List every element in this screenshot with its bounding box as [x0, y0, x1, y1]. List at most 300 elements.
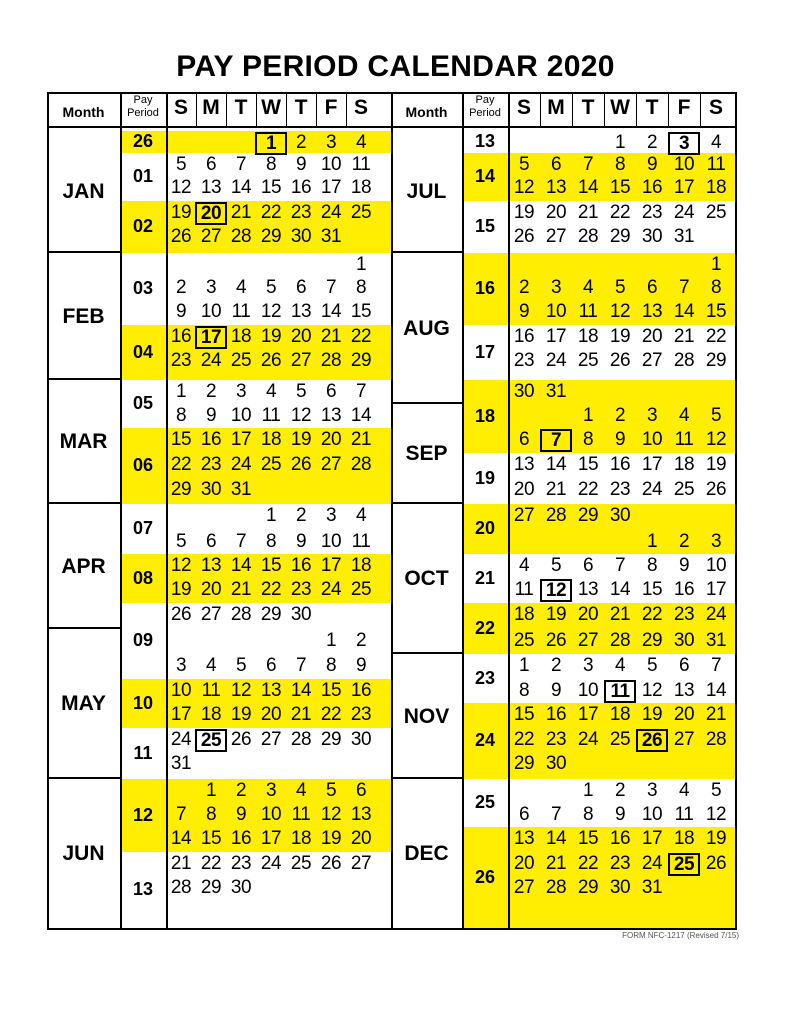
month-label: JAN [62, 180, 105, 203]
day-number: 26 [545, 630, 567, 651]
day-number: 26 [290, 454, 312, 475]
day-number: 12 [641, 680, 663, 701]
day-number: 13 [513, 454, 535, 475]
day-number: 13 [641, 301, 663, 322]
day-number: 16 [641, 177, 663, 198]
header-day: F [324, 96, 338, 119]
day-header-line [540, 92, 541, 126]
day-number: 13 [513, 828, 535, 849]
day-number: 27 [641, 350, 663, 371]
header-month: Month [62, 104, 105, 120]
day-number: 15 [705, 301, 727, 322]
day-number: 22 [513, 729, 535, 750]
day-number: 29 [260, 226, 282, 247]
header-pay: Pay [133, 94, 153, 106]
day-number: 24 [170, 729, 192, 750]
day-number: 12 [609, 301, 631, 322]
form-number: FORM NFC-1217 (Revised 7/15) [622, 931, 739, 940]
day-number: 12 [320, 804, 342, 825]
day-number: 31 [545, 381, 567, 402]
day-number: 28 [320, 350, 342, 371]
day-header-line [604, 92, 605, 126]
month-divider [47, 502, 120, 504]
pay-period-number: 20 [474, 518, 496, 538]
day-number: 15 [577, 828, 599, 849]
pay-period-number: 26 [132, 131, 154, 151]
day-number: 25 [513, 630, 535, 651]
day-number: 11 [231, 301, 251, 322]
day-number: 22 [577, 479, 599, 500]
day-number: 19 [609, 326, 631, 347]
day-number: 30 [673, 630, 695, 651]
day-number: 11 [201, 680, 221, 701]
month-label: APR [61, 554, 106, 578]
day-number: 2 [295, 132, 307, 153]
day-number: 14 [545, 828, 567, 849]
day-number: 10 [705, 555, 727, 576]
day-number: 15 [260, 555, 282, 576]
day-number: 14 [290, 680, 312, 701]
day-number: 7 [235, 531, 247, 552]
header-period: Period [127, 107, 159, 119]
day-number: 3 [265, 780, 277, 801]
pay-period-number: 08 [132, 567, 154, 588]
day-number: 16 [673, 579, 695, 600]
day-number: 18 [705, 177, 727, 198]
day-number: 12 [290, 405, 312, 426]
day-number: 16 [290, 555, 312, 576]
day-number: 29 [609, 226, 631, 247]
day-number: 9 [175, 301, 187, 322]
day-number: 9 [355, 655, 367, 676]
day-header-line [226, 92, 227, 126]
day-number: 10 [320, 154, 342, 175]
day-number: 4 [678, 780, 690, 801]
day-number: 28 [290, 729, 312, 750]
day-number: 11 [706, 154, 726, 175]
pay-period-number: 14 [474, 166, 496, 186]
day-number: 14 [705, 680, 727, 701]
day-number: 25 [230, 350, 252, 371]
pay-period-number: 23 [474, 667, 496, 688]
pay-period-number: 16 [474, 278, 496, 298]
day-number: 18 [673, 454, 695, 475]
day-number: 19 [230, 704, 252, 725]
day-number: 12 [540, 579, 572, 602]
day-number: 6 [678, 655, 690, 676]
day-number: 18 [200, 704, 222, 725]
day-number: 21 [577, 202, 599, 223]
day-number: 23 [513, 350, 535, 371]
day-number: 27 [260, 729, 282, 750]
day-number: 19 [705, 828, 727, 849]
day-number: 6 [518, 804, 530, 825]
pay-period-number: 09 [132, 630, 154, 650]
day-number: 8 [205, 804, 217, 825]
month-label: MAR [59, 430, 108, 453]
day-number: 12 [170, 555, 192, 576]
day-number: 16 [545, 704, 567, 725]
day-number: 29 [513, 753, 535, 774]
day-number: 7 [325, 277, 337, 298]
pay-period-number: 01 [132, 166, 154, 186]
pay-period-number: 24 [474, 730, 496, 750]
day-number: 2 [205, 381, 217, 402]
pay-period-number: 26 [474, 866, 496, 887]
day-number: 10 [320, 531, 342, 552]
day-number: 15 [170, 429, 192, 450]
day-number: 25 [350, 202, 372, 223]
day-number: 11 [674, 804, 694, 825]
pay-period-number: 18 [474, 405, 496, 426]
header-day: T [581, 96, 595, 119]
day-number: 10 [641, 429, 663, 450]
day-number: 30 [230, 877, 252, 898]
day-number: 12 [705, 804, 727, 825]
day-number: 11 [351, 531, 371, 552]
day-number: 2 [355, 630, 367, 651]
pay-period-number: 06 [132, 455, 154, 475]
day-number: 23 [609, 479, 631, 500]
day-number: 5 [518, 154, 530, 175]
day-number: 1 [614, 132, 626, 153]
day-number: 4 [205, 655, 217, 676]
day-number: 4 [235, 277, 247, 298]
day-number: 8 [265, 154, 277, 175]
day-number: 27 [200, 226, 222, 247]
pay-period-number: 22 [474, 617, 496, 638]
day-number: 10 [673, 154, 695, 175]
day-number: 28 [609, 630, 631, 651]
day-number: 28 [705, 729, 727, 750]
day-number: 26 [609, 350, 631, 371]
header-day: S [516, 96, 531, 119]
day-number: 19 [290, 429, 312, 450]
column-line [462, 92, 464, 928]
day-number: 14 [577, 177, 599, 198]
day-number: 6 [582, 555, 594, 576]
day-number: 30 [290, 226, 312, 247]
day-number: 24 [641, 853, 663, 874]
day-number: 6 [646, 277, 658, 298]
day-number: 10 [230, 405, 252, 426]
day-number: 7 [295, 655, 307, 676]
day-number: 20 [200, 579, 222, 600]
day-number: 22 [350, 326, 372, 347]
header-day: M [547, 96, 565, 119]
header-day: W [610, 96, 630, 119]
day-number: 18 [290, 828, 312, 849]
day-number: 17 [170, 704, 192, 725]
day-number: 27 [350, 853, 372, 874]
frame-right [735, 92, 737, 930]
day-number: 31 [705, 630, 727, 651]
day-number: 29 [705, 350, 727, 371]
day-number: 1 [205, 780, 217, 801]
day-number: 3 [550, 277, 562, 298]
day-number: 23 [641, 202, 663, 223]
day-header-line [346, 92, 347, 126]
day-number: 10 [200, 301, 222, 322]
day-number: 20 [350, 828, 372, 849]
day-number: 16 [350, 680, 372, 701]
day-number: 23 [290, 579, 312, 600]
day-number: 17 [320, 555, 342, 576]
header-pay-period [120, 94, 166, 120]
day-number: 29 [577, 877, 599, 898]
day-number: 9 [518, 301, 530, 322]
day-number: 29 [320, 729, 342, 750]
month-divider [47, 627, 120, 629]
day-number: 4 [678, 405, 690, 426]
day-number: 8 [710, 277, 722, 298]
month-label: NOV [403, 704, 450, 728]
day-number: 24 [545, 350, 567, 371]
day-number: 1 [255, 132, 287, 155]
day-number: 16 [513, 326, 535, 347]
day-number: 25 [195, 729, 227, 752]
month-divider [391, 251, 462, 253]
day-number: 12 [705, 429, 727, 450]
day-number: 21 [545, 853, 567, 874]
day-number: 26 [170, 604, 192, 625]
day-number: 3 [235, 381, 247, 402]
day-number: 8 [582, 429, 594, 450]
day-number: 10 [577, 680, 599, 701]
day-number: 22 [200, 853, 222, 874]
day-number: 3 [175, 655, 187, 676]
day-number: 7 [540, 429, 572, 452]
day-number: 18 [350, 177, 372, 198]
day-number: 11 [578, 301, 598, 322]
day-number: 17 [230, 429, 252, 450]
day-number: 6 [355, 780, 367, 801]
day-number: 24 [320, 579, 342, 600]
day-number: 30 [513, 381, 535, 402]
day-number: 15 [641, 579, 663, 600]
day-number: 19 [170, 579, 192, 600]
day-number: 8 [614, 154, 626, 175]
day-number: 4 [614, 655, 626, 676]
day-number: 27 [673, 729, 695, 750]
day-number: 25 [668, 853, 700, 876]
day-number: 15 [350, 301, 372, 322]
day-number: 20 [545, 202, 567, 223]
day-number: 24 [705, 604, 727, 625]
pay-period-number: 17 [474, 341, 496, 362]
day-number: 2 [550, 655, 562, 676]
header-day: W [261, 96, 281, 119]
day-number: 17 [577, 704, 599, 725]
day-number: 30 [609, 877, 631, 898]
day-number: 30 [641, 226, 663, 247]
day-number: 12 [513, 177, 535, 198]
page-title: PAY PERIOD CALENDAR 2020 [176, 50, 615, 83]
pay-period-number: 13 [474, 131, 496, 151]
month-divider [391, 777, 462, 779]
pay-period-number: 13 [132, 879, 154, 899]
header-bottom [47, 126, 737, 128]
day-number: 1 [355, 254, 367, 275]
day-number: 15 [260, 177, 282, 198]
day-number: 1 [646, 531, 658, 552]
header-pay-period [462, 94, 508, 120]
day-number: 2 [518, 277, 530, 298]
day-number: 13 [673, 680, 695, 701]
day-number: 10 [170, 680, 192, 701]
day-number: 2 [235, 780, 247, 801]
day-number: 1 [518, 655, 530, 676]
day-number: 28 [673, 350, 695, 371]
day-number: 21 [290, 704, 312, 725]
pay-period-number: 04 [132, 341, 154, 362]
header-month: Month [405, 104, 448, 120]
header-day: M [202, 96, 220, 119]
pay-period-number: 19 [474, 467, 496, 488]
day-header-line [286, 92, 287, 126]
day-number: 4 [518, 555, 530, 576]
day-number: 29 [350, 350, 372, 371]
day-number: 16 [230, 828, 252, 849]
day-number: 23 [170, 350, 192, 371]
day-number: 6 [325, 381, 337, 402]
day-number: 3 [205, 277, 217, 298]
pay-period-number: 25 [474, 792, 496, 812]
day-number: 9 [678, 555, 690, 576]
day-number: 3 [325, 505, 337, 526]
day-number: 11 [604, 680, 636, 703]
month-label: AUG [403, 316, 450, 340]
day-number: 21 [170, 853, 192, 874]
day-number: 7 [614, 555, 626, 576]
frame-left [47, 92, 49, 930]
day-number: 30 [350, 729, 372, 750]
day-number: 11 [514, 579, 534, 600]
day-number: 22 [641, 604, 663, 625]
day-number: 12 [170, 177, 192, 198]
day-number: 19 [513, 202, 535, 223]
header-day: T [645, 96, 659, 119]
day-number: 27 [577, 630, 599, 651]
day-number: 30 [609, 505, 631, 526]
day-number: 2 [175, 277, 187, 298]
day-number: 21 [230, 579, 252, 600]
day-number: 29 [170, 479, 192, 500]
day-number: 20 [513, 853, 535, 874]
day-number: 24 [200, 350, 222, 371]
day-number: 18 [230, 326, 252, 347]
day-number: 5 [295, 381, 307, 402]
pay-period-number: 03 [132, 278, 154, 298]
day-number: 26 [230, 729, 252, 750]
day-number: 27 [200, 604, 222, 625]
day-number: 5 [710, 780, 722, 801]
day-header-line [668, 92, 669, 126]
day-header-line [700, 92, 701, 126]
day-number: 27 [290, 350, 312, 371]
day-number: 1 [710, 254, 722, 275]
day-number: 26 [170, 226, 192, 247]
day-number: 8 [265, 531, 277, 552]
day-number: 30 [200, 479, 222, 500]
day-number: 16 [609, 828, 631, 849]
day-number: 13 [350, 804, 372, 825]
day-number: 17 [673, 177, 695, 198]
day-number: 20 [641, 326, 663, 347]
day-number: 20 [195, 202, 227, 225]
day-number: 28 [545, 505, 567, 526]
day-number: 27 [513, 877, 535, 898]
day-number: 8 [646, 555, 658, 576]
pay-period-number: 11 [133, 742, 153, 763]
day-header-line [636, 92, 637, 126]
day-number: 4 [710, 132, 722, 153]
day-header-line [572, 92, 573, 126]
day-number: 23 [609, 853, 631, 874]
day-number: 9 [550, 680, 562, 701]
day-number: 31 [673, 226, 695, 247]
day-number: 6 [295, 277, 307, 298]
day-number: 14 [545, 454, 567, 475]
day-number: 28 [350, 454, 372, 475]
day-number: 25 [260, 454, 282, 475]
day-number: 21 [545, 479, 567, 500]
day-number: 24 [577, 729, 599, 750]
day-number: 18 [577, 326, 599, 347]
month-label: DEC [404, 841, 449, 865]
day-number: 28 [230, 226, 252, 247]
day-number: 3 [646, 780, 658, 801]
day-number: 25 [290, 853, 312, 874]
day-number: 15 [200, 828, 222, 849]
day-number: 1 [175, 381, 187, 402]
day-number: 19 [320, 828, 342, 849]
day-number: 6 [265, 655, 277, 676]
day-number: 18 [350, 555, 372, 576]
day-number: 8 [175, 405, 187, 426]
day-number: 6 [205, 154, 217, 175]
day-number: 10 [260, 804, 282, 825]
day-number: 20 [673, 704, 695, 725]
day-number: 1 [325, 630, 337, 651]
month-divider [391, 502, 462, 504]
header-day: S [353, 96, 368, 119]
month-divider [391, 402, 462, 404]
day-number: 24 [230, 454, 252, 475]
day-number: 24 [320, 202, 342, 223]
day-number: 7 [582, 154, 594, 175]
day-number: 26 [320, 853, 342, 874]
day-header-line [196, 92, 197, 126]
day-number: 14 [350, 405, 372, 426]
day-number: 8 [355, 277, 367, 298]
day-number: 18 [513, 604, 535, 625]
day-number: 21 [609, 604, 631, 625]
header-day: S [708, 96, 723, 119]
day-number: 11 [351, 154, 371, 175]
day-number: 15 [609, 177, 631, 198]
day-number: 17 [641, 828, 663, 849]
day-number: 14 [170, 828, 192, 849]
day-number: 7 [550, 804, 562, 825]
day-number: 16 [609, 454, 631, 475]
day-number: 1 [582, 405, 594, 426]
day-number: 22 [609, 202, 631, 223]
day-number: 23 [545, 729, 567, 750]
day-number: 25 [673, 479, 695, 500]
day-number: 21 [230, 202, 252, 223]
day-number: 22 [260, 579, 282, 600]
